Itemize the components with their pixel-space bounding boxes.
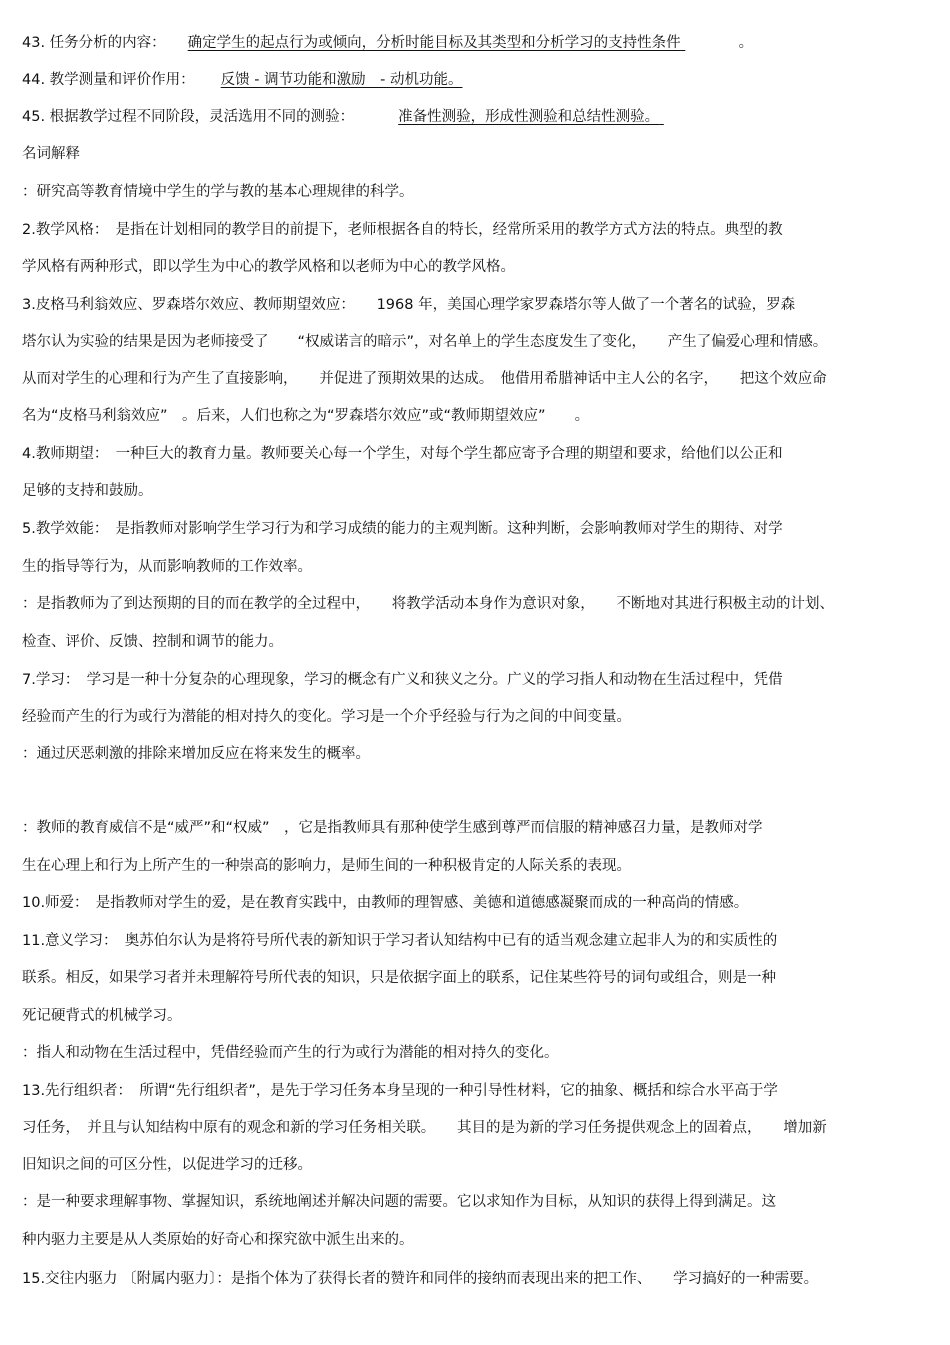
paragraph-line: ：教师的教育威信不是“威严”和“权威” ，它是指教师具有那种使学生感到尊严而信服的精神感召力量，是教师对学	[22, 820, 763, 836]
item-45	[22, 107, 681, 127]
paragraph-line: 学风格有两种形式，即以学生为中心的教学风格和以老师为中心的教学风格。	[22, 259, 515, 275]
item-number: 43.	[22, 35, 46, 51]
paragraph-line: 2.教学风格： 是指在计划相同的教学目的前提下，老师根据各自的特长，经常所采用的教学方式方法的特点。典型的教	[22, 222, 783, 238]
paragraph-line: ：是指教师为了到达预期的目的而在教学的全过程中， 将教学活动本身作为意识对象， 不断地对其进行积极主动的计划、	[22, 596, 834, 612]
paragraph-line: 从而对学生的心理和行为产生了直接影响， 并促进了预期效果的达成。 他借用希腊神话中主人公的名字， 把这个效应命	[22, 371, 827, 387]
item-number: 44.	[22, 72, 46, 88]
paragraph-line: 4.教师期望： 一种巨大的教育力量。教师要关心每一个学生，对每个学生都应寄予合理的期望和要求，给他们以公正和	[22, 446, 783, 462]
paragraph-line: 15.交往内驱力 〔附属内驱力〕：是指个体为了获得长者的赞许和同伴的接纳而表现出来的把工作、 学习搞好的一种需要。	[22, 1271, 819, 1287]
item-44	[22, 70, 462, 90]
item-end: 。	[738, 35, 754, 51]
item-43	[22, 33, 753, 53]
paragraph-line: 经验而产生的行为或行为潜能的相对持久的变化。学习是一个介乎经验与行为之间的中间变量。	[22, 709, 631, 725]
paragraph-line: 生在心理上和行为上所产生的一种崇高的影响力，是师生间的一种积极肯定的人际关系的表现。	[22, 858, 631, 874]
paragraph-line: ：指人和动物在生活过程中，凭借经验而产生的行为或行为潜能的相对持久的变化。	[22, 1045, 559, 1061]
item-number: 45.	[22, 109, 46, 125]
paragraph-line: 种内驱力主要是从人类原始的好奇心和探究欲中派生出来的。	[22, 1232, 414, 1248]
answer-underlined: 准备性测验，形成性测验和总结性测验。	[398, 109, 660, 125]
paragraph-line: ：研究高等教育情境中学生的学与教的基本心理规律的科学。	[22, 184, 414, 200]
section-heading: 名词解释	[22, 146, 80, 162]
paragraph-line: 名为“皮格马利翁效应” 。后来，人们也称之为“罗森塔尔效应”或“教师期望效应” 。	[22, 408, 590, 424]
paragraph-line: 习任务， 并且与认知结构中原有的观念和新的学习任务相关联。 其目的是为新的学习任务提供观念上的固着点， 增加新	[22, 1120, 827, 1136]
paragraph-line: 10.师爱： 是指教师对学生的爱，是在教育实践中，由教师的理智感、美德和道德感凝聚而成的一种高尚的情感。	[22, 895, 749, 911]
paragraph-line: 旧知识之间的可区分性，以促进学习的迁移。	[22, 1157, 312, 1173]
paragraph-line: 5.教学效能： 是指教师对影响学生学习行为和学习成绩的能力的主观判断。这种判断，会影响教师对学生的期待、对学	[22, 521, 783, 537]
item-label: 教学测量和评价作用：	[45, 72, 195, 88]
paragraph-line: 7.学习： 学习是一种十分复杂的心理现象，学习的概念有广义和狭义之分。广义的学习指人和动物在生活过程中，凭借	[22, 672, 783, 688]
answer-underlined: 反馈 - 调节功能和激励 - 动机功能。	[220, 72, 463, 88]
paragraph-line: ：通过厌恶刺激的排除来增加反应在将来发生的概率。	[22, 746, 370, 762]
paragraph-line: 足够的支持和鼓励。	[22, 483, 153, 499]
paragraph-line: 死记硬背式的机械学习。	[22, 1008, 182, 1024]
item-label: 任务分析的内容：	[45, 35, 166, 51]
answer-underlined: 确定学生的起点行为或倾向，分析时能目标及其类型和分析学习的支持性条件	[187, 35, 681, 51]
paragraph-line: 塔尔认为实验的结果是因为老师接受了 “权威诺言的暗示”，对名单上的学生态度发生了变化， 产生了偏爱心理和情感。	[22, 334, 828, 350]
paragraph-line: ：是一种要求理解事物、掌握知识，系统地阐述并解决问题的需要。它以求知作为目标，从知识的获得上得到满足。这	[22, 1194, 776, 1210]
paragraph-line: 3.皮格马利翁效应、罗森塔尔效应、教师期望效应： 1968 年，美国心理学家罗森塔尔等人做了一个著名的试验，罗森	[22, 297, 796, 313]
paragraph-line: 联系。相反，如果学习者并未理解符号所代表的知识，只是依据字面上的联系，记住某些符号的词句或组合，则是一种	[22, 970, 776, 986]
paragraph-line: 生的指导等行为，从而影响教师的工作效率。	[22, 559, 312, 575]
paragraph-line: 13.先行组织者： 所谓“先行组织者”，是先于学习任务本身呈现的一种引导性材料，它的抽象、概括和综合水平高于学	[22, 1083, 778, 1099]
paragraph-line: 检查、评价、反馈、控制和调节的能力。	[22, 634, 283, 650]
item-label: 根据教学过程不同阶段，灵活选用不同的测验：	[45, 109, 355, 125]
paragraph-line: 11.意义学习： 奥苏伯尔认为是将符号所代表的新知识于学习者认知结构中已有的适当观念建立起非人为的和实质性的	[22, 933, 778, 949]
